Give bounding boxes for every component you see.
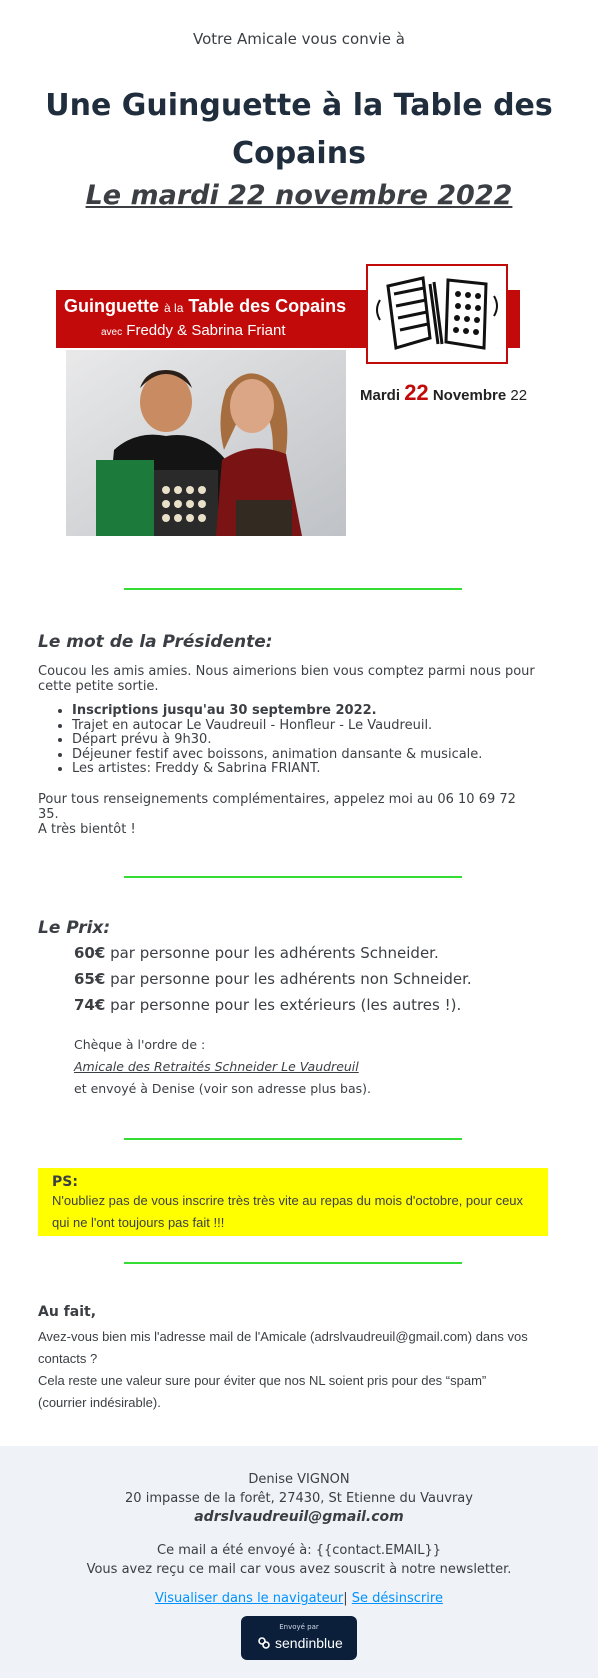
presidente-contact: Pour tous renseignements complémentaires, appelez moi au 06 10 69 72 35. [38, 792, 516, 822]
event-date: Le mardi 22 novembre 2022 [85, 180, 513, 211]
divider [124, 876, 462, 878]
sendinblue-badge[interactable] [241, 1616, 357, 1660]
list-item: • Trajet en autocar Le Vaudreuil - Honfleur - Le Vaudreuil. [72, 719, 542, 734]
footer-sent-to: Ce mail a été envoyé à: {{contact.EMAIL}} [157, 1543, 441, 1558]
cheque-assoc: Amicale des Retraités Schneider Le Vaudreuil [74, 1059, 359, 1074]
list-item: • Déjeuner festif avec boissons, animation dansante & musicale. [72, 748, 542, 763]
price-item: 65€ par personne pour les adhérents non Schneider. [74, 970, 472, 988]
price-item: 74€ par personne pour les extérieurs (les autres !). [74, 996, 462, 1014]
accordion-icon [366, 264, 508, 364]
unsubscribe-link[interactable]: Se désinscrire [351, 1591, 443, 1606]
list-item: • Départ prévu à 9h30. [72, 733, 542, 748]
poster-title: Guinguette à la Table des Copains [64, 296, 347, 316]
cheque-send: et envoyé à Denise (voir son adresse plus bas). [74, 1081, 371, 1096]
ps-text: N'oubliez pas de vous inscrire très très vite au repas du mois d'octobre, pour ceux qui ne l'ont toujours pas fait !!! [52, 1193, 524, 1230]
sendinblue-logo-icon [257, 1636, 271, 1650]
cheque-info [74, 1034, 371, 1100]
link-separator: | [343, 1591, 348, 1606]
aufait-text [38, 1326, 538, 1414]
cheque-intro: Chèque à l'ordre de : [74, 1037, 206, 1052]
view-in-browser-link[interactable]: Visualiser dans le navigateur [155, 1591, 344, 1606]
sib-brand: sendinblue [257, 1635, 343, 1651]
sib-sent-by: Envoyé par [279, 1623, 319, 1631]
presidente-heading: Le mot de la Présidente: [38, 632, 273, 652]
divider [124, 1262, 462, 1264]
footer [0, 1446, 598, 1678]
aufait-line2: Cela reste une valeur sure pour éviter que nos NL soient pris pour des “spam” (courrier indésirable). [38, 1373, 487, 1410]
divider [124, 1138, 462, 1140]
presidente-list [72, 704, 542, 777]
poster-subtitle: avec Freddy & Sabrina Friant [101, 322, 286, 339]
ps-box [38, 1168, 548, 1236]
aufait-line1: Avez-vous bien mis l'adresse mail de l'Amicale (adrslvaudreuil@gmail.com) dans vos contacts ? [38, 1329, 528, 1366]
prix-heading: Le Prix: [38, 918, 111, 938]
price-list [74, 940, 472, 1018]
event-title: Une Guinguette à la Table des Copains [45, 88, 553, 171]
footer-address: 20 impasse de la forêt, 27430, St Etienne du Vauvray [125, 1491, 473, 1506]
invite-text: Votre Amicale vous convie à [193, 30, 405, 48]
footer-email: adrslvaudreuil@gmail.com [194, 1509, 404, 1525]
presidente-intro: Coucou les amis amies. Nous aimerions bien vous comptez parmi nous pour cette petite sortie. [38, 664, 535, 694]
footer-reason: Vous avez reçu ce mail car vous avez souscrit à notre newsletter. [86, 1562, 512, 1577]
aufait-heading: Au fait, [38, 1304, 97, 1320]
price-item: 60€ par personne pour les adhérents Schneider. [74, 944, 439, 962]
list-item: • Les artistes: Freddy & Sabrina FRIANT. [72, 762, 542, 777]
presidente-bye: A très bientôt ! [38, 822, 136, 837]
footer-name: Denise VIGNON [248, 1472, 350, 1487]
divider [124, 588, 462, 590]
list-item: • Inscriptions jusqu'au 30 septembre 2022. [72, 704, 542, 719]
artists-photo [66, 350, 346, 536]
footer-links [0, 1591, 598, 1606]
poster-date: Mardi 22 Novembre 22 [360, 380, 528, 405]
ps-label: PS: [52, 1174, 78, 1190]
